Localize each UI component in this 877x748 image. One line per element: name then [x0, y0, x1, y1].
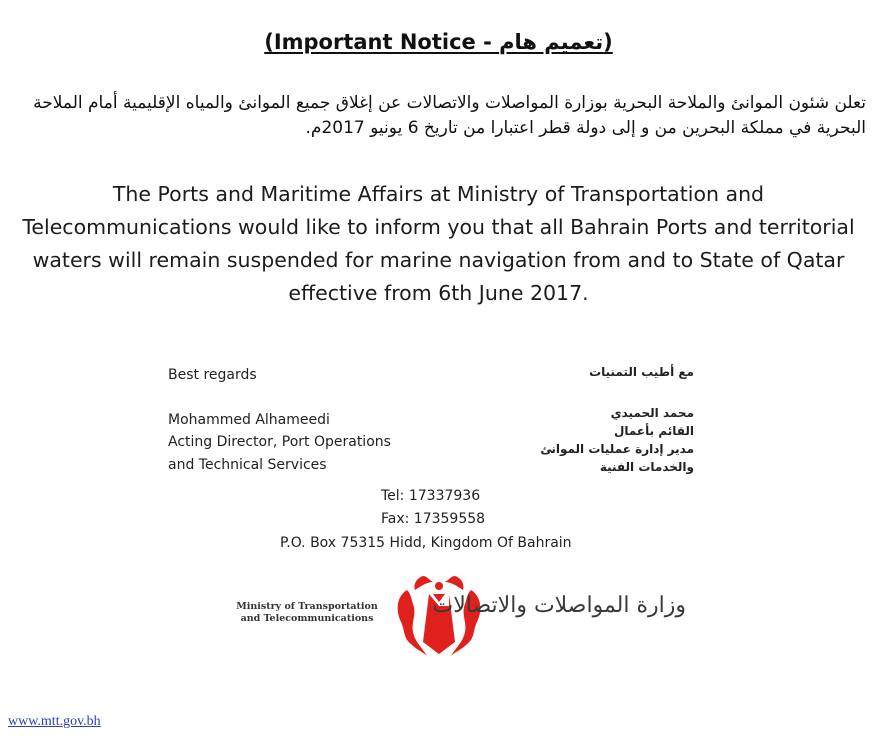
contact-fax: Fax: 17359558 — [381, 511, 486, 527]
contact-po-box: P.O. Box 75315 Hidd, Kingdom Of Bahrain — [280, 535, 572, 551]
english-notice-line: The Ports and Maritime Affairs at Ministry of Transportation and — [112, 182, 765, 206]
notice-title: (Important Notice - تعميم هام) — [264, 30, 613, 54]
signature-regards-ar: مع أطيب التمنيات — [589, 365, 694, 379]
signature-english — [168, 364, 391, 476]
arabic-notice-text: تعلن شئون الموانئ والملاحة البحرية بوزارة المواصلات والاتصالات عن إغلاق جميع الموانئ والمياه الإقليمية أمام الملاحة البحرية في مملكة البحرين من و إلى دولة قطر اعتبارا من تاريخ 6 يونيو 2017م. — [33, 93, 866, 138]
signatory-name-ar: محمد الحميدي — [610, 406, 694, 420]
english-notice-line: waters will remain suspended for marine navigation from and to State of Qatar — [32, 248, 845, 272]
website-link[interactable]: www.mtt.gov.bh — [8, 714, 101, 729]
signatory-title-ar: والخدمات الفنية — [599, 460, 694, 474]
signatory-title: and Technical Services — [168, 456, 327, 473]
ministry-name-ar: وزارة المواصلات والاتصالات — [432, 593, 686, 618]
english-notice-text — [0, 178, 877, 310]
ministry-name-en — [232, 601, 382, 625]
ministry-name-en-line: and Telecommunications — [240, 613, 374, 624]
contact-tel: Tel: 17337936 — [381, 488, 481, 504]
ministry-name-en-line: Ministry of Transportation — [236, 601, 378, 612]
english-notice-line: Telecommunications would like to inform you that all Bahrain Ports and territorial — [22, 215, 855, 239]
signature-arabic — [540, 363, 694, 476]
signature-regards: Best regards — [168, 367, 257, 383]
english-notice-line: effective from 6th June 2017. — [288, 281, 589, 305]
signatory-title: Acting Director, Port Operations — [168, 434, 391, 450]
signatory-title-ar: القائم بأعمال — [613, 424, 694, 438]
signatory-title-ar: مدير إدارة عمليات الموانئ — [540, 442, 694, 456]
signatory-name: Mohammed Alhameedi — [168, 411, 330, 428]
